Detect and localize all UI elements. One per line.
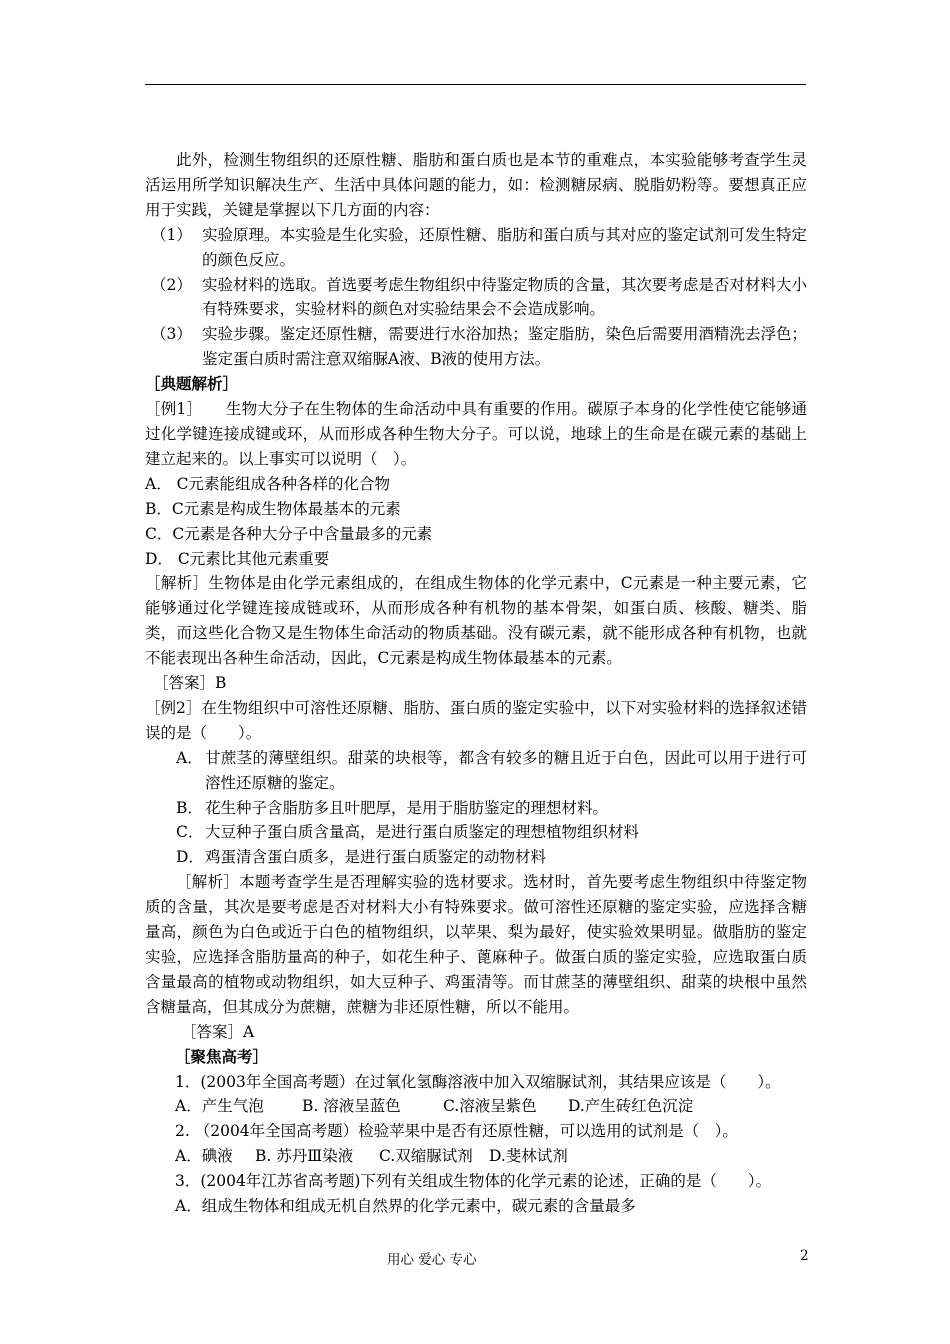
page-content bbox=[145, 148, 807, 1219]
point-text: 实验步骤。鉴定还原性糖，需要进行水浴加热；鉴定脂肪，染色后需要用酒精洗去浮色；鉴定蛋白质时需注意双缩脲A液、B液的使用方法。 bbox=[202, 325, 807, 369]
option-letter: B． bbox=[176, 798, 203, 817]
example-2-option-b bbox=[145, 796, 807, 821]
example-2-option-d bbox=[145, 845, 807, 870]
footer-slogan: 用心 爱心 专心 bbox=[387, 1252, 477, 1268]
option-text: 甘蔗茎的薄壁组织。甜菜的块根等，都含有较多的糖且近于白色，因此可以用于进行可溶性还原糖的鉴定。 bbox=[205, 748, 807, 792]
option-letter: A． bbox=[176, 748, 203, 767]
point-1 bbox=[145, 223, 807, 273]
question-1-option-c: C.溶液呈紫色 bbox=[443, 1097, 537, 1116]
option-letter: C． bbox=[176, 823, 204, 842]
question-3-stem: 3．(2004年江苏省高考题)下列有关组成生物体的化学元素的论述，正确的是（ ）。 bbox=[175, 1172, 772, 1191]
example-1-stem: ［例1］ 生物大分子在生物体的生命活动中具有重要的作用。碳原子本身的化学性使它能够通过化学键连接成键或环，从而形成各种生物大分子。可以说，地球上的生命是在碳元素的基础上建立起来的。以上事实可以说明（ ）。 bbox=[145, 400, 807, 468]
example-2-option-c bbox=[145, 820, 807, 845]
question-2-options bbox=[145, 1144, 807, 1169]
example-2-answer: ［答案］A bbox=[181, 1022, 255, 1041]
option-letter: D． bbox=[176, 848, 204, 867]
page-number: 2 bbox=[800, 1248, 809, 1264]
option-text: 鸡蛋清含蛋白质多，是进行蛋白质鉴定的动物材料 bbox=[205, 848, 547, 867]
point-text: 实验材料的选取。首选要考虑生物组织中待鉴定物质的含量，其次要考虑是否对材料大小有特殊要求，实验材料的颜色对实验结果会不会造成影响。 bbox=[202, 275, 807, 319]
example-1-option-d: D． C元素比其他元素重要 bbox=[145, 549, 330, 568]
question-2-option-c: C.双缩脲试剂 bbox=[379, 1147, 473, 1166]
example-2-analysis: ［解析］本题考查学生是否理解实验的选材要求。选材时，首先要考虑生物组织中待鉴定物质的含量，其次是要考虑是否对材料大小有特殊要求。做可溶性还原糖的鉴定实验，应选择含糖量高，颜色为白色或近于白色的植物组织，以苹果、梨为最好，使实验效果明显。做脂肪的鉴定实验，应选择含脂肪量高的种子，如花生种子、蓖麻种子。做蛋白质的鉴定实验，应选取蛋白质含量最高的植物或动物组织，如大豆种子、鸡蛋清等。而甘蔗茎的薄壁组织、甜菜的块根中虽然含糖量高，但其成分为蔗糖，蔗糖为非还原性糖，所以不能用。 bbox=[145, 873, 807, 1016]
question-2-option-a: A．碘液 bbox=[175, 1147, 233, 1166]
point-number: （1） bbox=[151, 225, 192, 244]
example-1-analysis: ［解析］生物体是由化学元素组成的，在组成生物体的化学元素中，C元素是一种主要元素，它能够通过化学键连接成链或环，从而形成各种有机物的基本骨架，如蛋白质、核酸、糖类、脂类，而这些化合物又是生物体生命活动的物质基础。没有碳元素，就不能形成各种有机物，也就不能表现出各种生命活动，因此，C元素是构成生物体最基本的元素。 bbox=[145, 574, 807, 668]
point-number: （2） bbox=[151, 275, 192, 294]
header-rule bbox=[145, 84, 806, 85]
section-heading-typical-examples: ［典题解析］ bbox=[145, 374, 239, 394]
example-1-option-a: A． C元素能组成各种各样的化合物 bbox=[145, 474, 390, 493]
example-2-stem: ［例2］在生物组织中可溶性还原糖、脂肪、蛋白质的鉴定实验中，以下对实验材料的选择叙述错误的是（ ）。 bbox=[145, 698, 807, 742]
intro-paragraph: 此外，检测生物组织的还原性糖、脂肪和蛋白质也是本节的重难点，本实验能够考查学生灵活运用所学知识解决生产、生活中具体问题的能力，如：检测糖尿病、脱脂奶粉等。要想真正应用于实践，关键是掌握以下几方面的内容： bbox=[145, 151, 807, 219]
question-1-option-b: B. 溶液呈蓝色 bbox=[302, 1097, 401, 1116]
section-heading-exam-focus: ［聚焦高考］ bbox=[175, 1046, 269, 1066]
question-1-option-a: A．产生气泡 bbox=[175, 1097, 264, 1116]
question-3-option-a: A．组成生物体和组成无机自然界的化学元素中，碳元素的含量最多 bbox=[175, 1197, 636, 1216]
question-2-stem: 2. （2004年全国高考题）检验苹果中是否有还原性糖，可以选用的试剂是（ ）。 bbox=[175, 1122, 738, 1141]
question-2-option-d: D.斐林试剂 bbox=[489, 1147, 568, 1166]
option-text: 花生种子含脂肪多且叶肥厚，是用于脂肪鉴定的理想材料。 bbox=[205, 798, 609, 817]
example-2-option-a bbox=[145, 746, 807, 796]
example-1-option-b: B．C元素是构成生物体最基本的元素 bbox=[145, 499, 401, 518]
question-2-option-b: B. 苏丹Ⅲ染液 bbox=[255, 1147, 354, 1166]
question-1-option-d: D.产生砖红色沉淀 bbox=[568, 1097, 694, 1116]
question-1-options bbox=[145, 1094, 807, 1119]
point-text: 实验原理。本实验是生化实验，还原性糖、脂肪和蛋白质与其对应的鉴定试剂可发生特定的颜色反应。 bbox=[202, 225, 807, 269]
example-1-option-c: C．C元素是各种大分子中含量最多的元素 bbox=[145, 524, 433, 543]
example-1-answer: ［答案］B bbox=[153, 674, 227, 693]
point-3 bbox=[145, 322, 807, 372]
point-2 bbox=[145, 273, 807, 323]
option-text: 大豆种子蛋白质含量高，是进行蛋白质鉴定的理想植物组织材料 bbox=[205, 823, 640, 842]
point-number: （3） bbox=[151, 325, 192, 344]
question-1-stem: 1．(2003年全国高考题）在过氧化氢酶溶液中加入双缩脲试剂，其结果应该是（ ）。 bbox=[175, 1072, 781, 1091]
